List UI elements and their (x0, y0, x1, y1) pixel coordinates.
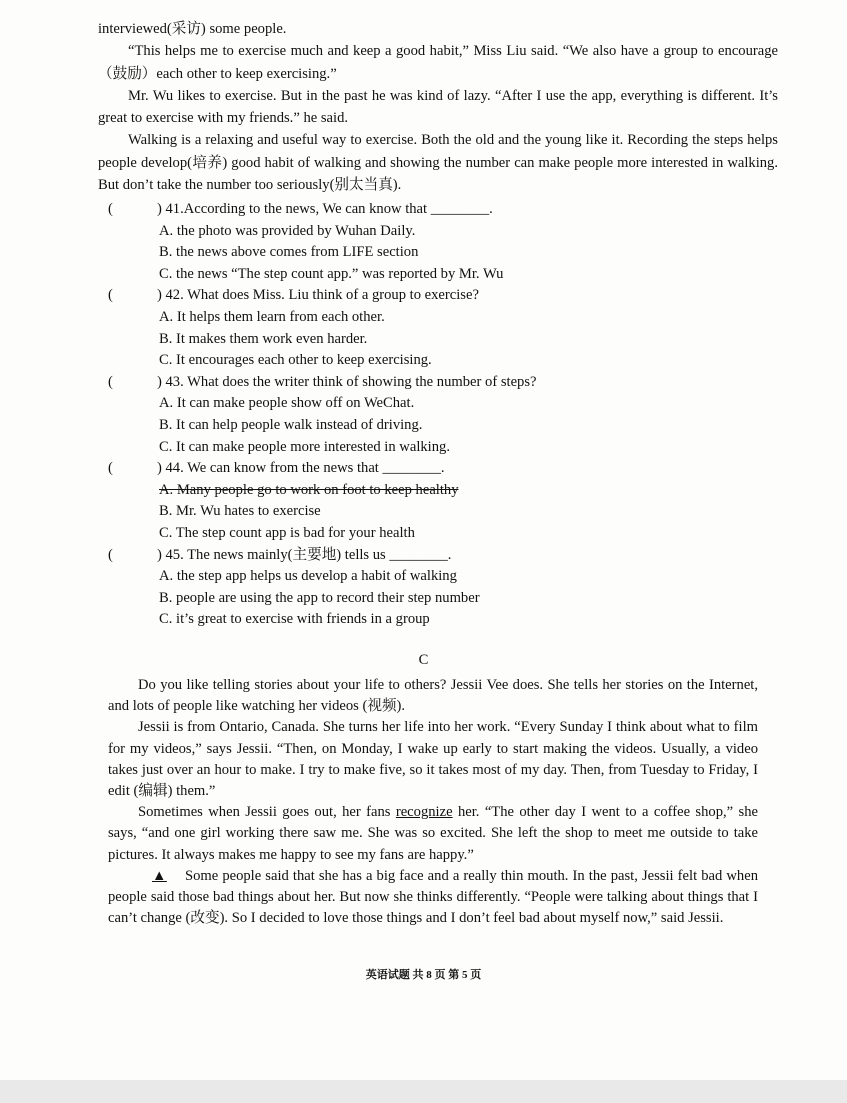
passage-paragraph: Jessii is from Ontario, Canada. She turns her life into her work. “Every Sunday I think about what to film for my videos,” says Jessii. “Then, on Monday, I wake up early to start making the videos. Usually, a video takes just over an hour to make. I try to make five, so it takes most of my day. Then, from Tuesday to Friday, I edit (编辑) them.” (108, 719, 758, 800)
question-44 (108, 458, 768, 544)
text-run: her. “The other day I went to a coffee shop,” she says, “and one girl working there saw me. She was so excited. She left the shop to meet me outside to take pictures. It always makes me happy to see my fans are happy.” (108, 804, 758, 863)
question-42 (108, 285, 768, 371)
passage-paragraph: “This helps me to exercise much and keep a good habit,” Miss Liu said. “We also have a group to encourage （鼓励）each other to keep exercising.” (98, 43, 778, 82)
option-c: C. It can make people more interested in walking. (159, 438, 450, 455)
passage-b-continued (98, 18, 778, 196)
question-stem: ) 42. What does Miss. Liu think of a group to exercise? (157, 287, 479, 304)
section-c-heading: C (418, 652, 429, 668)
option-a: A. It can make people show off on WeChat. (159, 395, 415, 412)
text-run: Some people said that she has a big face and a really thin mouth. In the past, Jessii felt bad when people said those bad things about her. But now she thinks differently. “People were talking about things that I can’t change (改变). So I decided to love those things and I don’t feel bad about myself now,” said Jessii. (108, 867, 758, 927)
passage-paragraph (108, 866, 758, 930)
answer-paren: ( (108, 460, 113, 477)
question-list (108, 199, 768, 631)
option-b: B. the news above comes from LIFE section (159, 244, 419, 261)
answer-paren: ( (108, 287, 113, 304)
passage-paragraph: Do you like telling stories about your life to others? Jessii Vee does. She tells her stories on the Internet, and lots of people like watching her videos (视频). (108, 677, 758, 715)
question-stem: ) 41.According to the news, We can know that ________. (157, 201, 493, 217)
text-run: Sometimes when Jessii goes out, her fans (138, 804, 396, 821)
question-41 (108, 199, 768, 285)
option-b: B. people are using the app to record their step number (159, 589, 480, 606)
passage-paragraph: Walking is a relaxing and useful way to exercise. Both the old and the young like it. Recording the steps helps people develop(培养) good habit of walking and showing the number can make people more interested in walking. But don’t take the number too seriously(别太当真). (98, 132, 778, 194)
page-footer: 英语试题 共 8 页 第 5 页 (365, 969, 482, 981)
option-a: A. the photo was provided by Wuhan Daily. (159, 222, 416, 239)
passage-c (108, 675, 758, 929)
passage-paragraph: Mr. Wu likes to exercise. But in the past he was kind of lazy. “After I use the app, everything is different. It’s great to exercise with my friends.” he said. (98, 87, 778, 127)
bottom-bar (0, 1080, 847, 1103)
underlined-word: recognize (395, 804, 453, 821)
option-c: C. The step count app is bad for your health (159, 524, 415, 541)
answer-paren: ( (108, 546, 113, 563)
option-b: B. It makes them work even harder. (159, 330, 368, 347)
question-stem: ) 43. What does the writer think of showing the number of steps? (157, 373, 537, 390)
passage-line: interviewed(采访) some people. (98, 21, 287, 37)
option-c: C. It encourages each other to keep exercising. (159, 352, 432, 369)
option-a: A. Many people go to work on foot to keep healthy (159, 481, 459, 498)
question-stem: ) 45. The news mainly(主要地) tells us ________. (157, 546, 452, 563)
option-c: C. it’s great to exercise with friends in a group (159, 611, 430, 628)
question-stem: ) 44. We can know from the news that ________. (157, 460, 445, 477)
option-a: A. It helps them learn from each other. (159, 308, 385, 325)
question-43 (108, 372, 768, 458)
answer-paren: ( (108, 201, 113, 217)
answer-blank: ▲ (152, 867, 167, 884)
option-a: A. the step app helps us develop a habit of walking (159, 568, 457, 585)
passage-paragraph (108, 802, 758, 866)
option-b: B. Mr. Wu hates to exercise (159, 503, 321, 520)
option-b: B. It can help people walk instead of driving. (159, 416, 423, 433)
question-45 (108, 545, 768, 631)
answer-paren: ( (108, 373, 113, 390)
option-c: C. the news “The step count app.” was reported by Mr. Wu (159, 265, 504, 282)
